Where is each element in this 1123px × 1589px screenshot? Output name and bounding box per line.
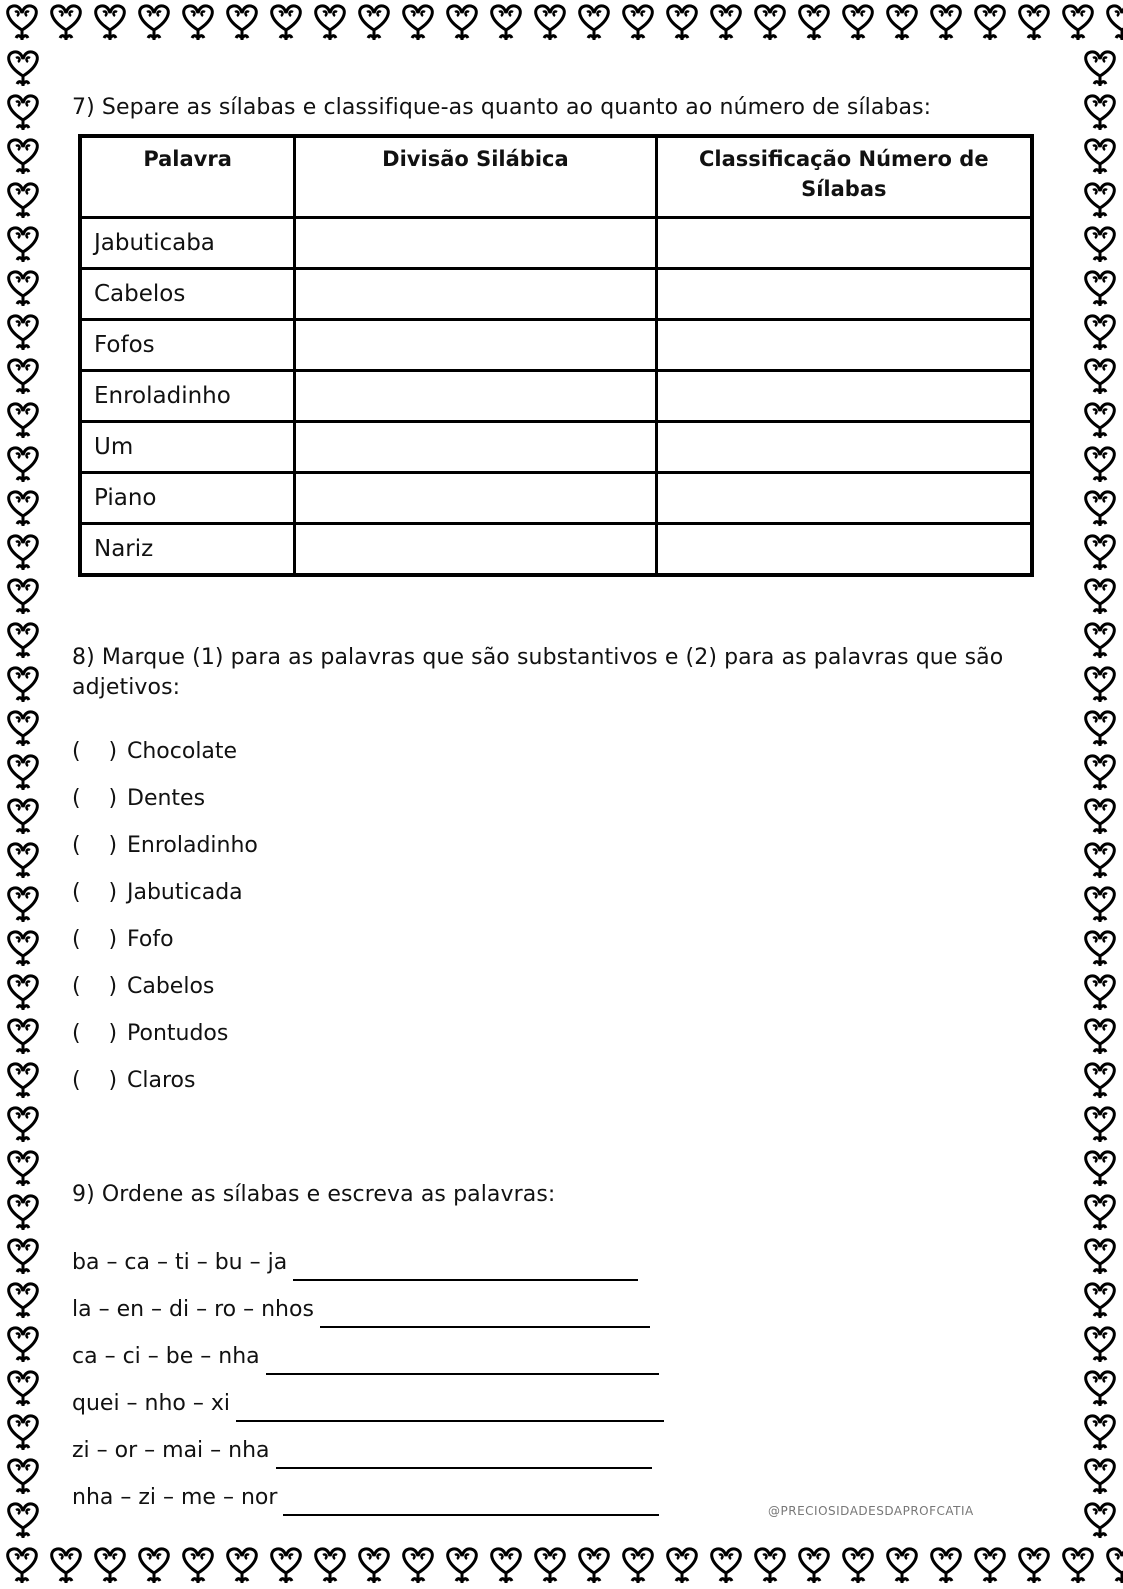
syllable-count-cell[interactable] <box>656 320 1032 371</box>
word-cell: Piano <box>80 473 295 524</box>
answer-parentheses[interactable]: ( ) <box>72 1021 118 1046</box>
option-word: Dentes <box>127 786 206 811</box>
syllable-division-cell[interactable] <box>295 269 656 320</box>
option-word: Claros <box>127 1068 196 1093</box>
header-palavra: Palavra <box>80 136 295 218</box>
question-7-title: 7) Separe as sílabas e classifique-as quanto ao quanto ao número de sílabas: <box>72 95 932 120</box>
list-item <box>72 1328 664 1375</box>
table-row <box>80 218 1032 269</box>
question-9-title: 9) Ordene as sílabas e escreva as palavras: <box>72 1182 556 1207</box>
syllable-division-cell[interactable] <box>295 320 656 371</box>
syllable-order-list <box>72 1234 664 1516</box>
answer-parentheses[interactable]: ( ) <box>72 833 118 858</box>
header-classificacao: Classificação Número de Sílabas <box>656 136 1032 218</box>
scrambled-syllables: zi – or – mai – nha <box>72 1438 270 1463</box>
list-item <box>72 732 258 779</box>
list-item <box>72 826 258 873</box>
syllable-count-cell[interactable] <box>656 218 1032 269</box>
list-item <box>72 779 258 826</box>
syllable-division-cell[interactable] <box>295 371 656 422</box>
scrambled-syllables: ba – ca – ti – bu – ja <box>72 1250 288 1275</box>
table-header-row <box>80 136 1032 218</box>
list-item <box>72 1281 664 1328</box>
list-item <box>72 1234 664 1281</box>
table-row <box>80 320 1032 371</box>
syllable-division-cell[interactable] <box>295 473 656 524</box>
syllable-count-cell[interactable] <box>656 473 1032 524</box>
answer-line[interactable] <box>266 1345 659 1375</box>
table-row <box>80 269 1032 320</box>
scrambled-syllables: ca – ci – be – nha <box>72 1344 260 1369</box>
answer-parentheses[interactable]: ( ) <box>72 786 118 811</box>
answer-parentheses[interactable]: ( ) <box>72 927 118 952</box>
border-bottom <box>0 1543 1123 1589</box>
word-cell: Enroladinho <box>80 371 295 422</box>
answer-line[interactable] <box>236 1392 664 1422</box>
heart-border-top-icon <box>0 0 1123 46</box>
syllable-count-cell[interactable] <box>656 422 1032 473</box>
table-row <box>80 524 1032 576</box>
list-item <box>72 1375 664 1422</box>
list-item <box>72 873 258 920</box>
list-item <box>72 1469 664 1516</box>
answer-parentheses[interactable]: ( ) <box>72 1068 118 1093</box>
border-left <box>0 46 46 1543</box>
list-item <box>72 1061 258 1108</box>
option-word: Fofo <box>127 927 174 952</box>
syllable-division-cell[interactable] <box>295 218 656 269</box>
answer-line[interactable] <box>320 1298 650 1328</box>
syllable-division-cell[interactable] <box>295 422 656 473</box>
option-word: Cabelos <box>127 974 215 999</box>
list-item <box>72 1014 258 1061</box>
word-cell: Cabelos <box>80 269 295 320</box>
word-cell: Fofos <box>80 320 295 371</box>
word-cell: Um <box>80 422 295 473</box>
border-right <box>1077 46 1123 1543</box>
table-row <box>80 473 1032 524</box>
border-top <box>0 0 1123 46</box>
option-word: Chocolate <box>127 739 238 764</box>
heart-border-left-icon <box>0 46 46 1543</box>
syllable-division-cell[interactable] <box>295 524 656 576</box>
answer-line[interactable] <box>276 1439 652 1469</box>
answer-line[interactable] <box>293 1251 638 1281</box>
watermark: @PRECIOSIDADESDAPROFCATIA <box>768 1504 974 1518</box>
syllable-count-cell[interactable] <box>656 371 1032 422</box>
scrambled-syllables: la – en – di – ro – nhos <box>72 1297 314 1322</box>
table-row <box>80 371 1032 422</box>
list-item <box>72 967 258 1014</box>
answer-parentheses[interactable]: ( ) <box>72 880 118 905</box>
option-word: Pontudos <box>127 1021 229 1046</box>
heart-border-bottom-icon <box>0 1543 1123 1589</box>
header-divisao-silabica: Divisão Silábica <box>295 136 656 218</box>
answer-line[interactable] <box>283 1486 659 1516</box>
word-cell: Jabuticaba <box>80 218 295 269</box>
option-word: Jabuticada <box>127 880 243 905</box>
syllable-table <box>78 134 1034 577</box>
classification-options <box>72 732 258 1108</box>
scrambled-syllables: quei – nho – xi <box>72 1391 231 1416</box>
option-word: Enroladinho <box>127 833 258 858</box>
syllable-count-cell[interactable] <box>656 524 1032 576</box>
answer-parentheses[interactable]: ( ) <box>72 739 118 764</box>
list-item <box>72 1422 664 1469</box>
answer-parentheses[interactable]: ( ) <box>72 974 118 999</box>
word-cell: Nariz <box>80 524 295 576</box>
list-item <box>72 920 258 967</box>
scrambled-syllables: nha – zi – me – nor <box>72 1485 278 1510</box>
syllable-count-cell[interactable] <box>656 269 1032 320</box>
heart-border-right-icon <box>1077 46 1123 1543</box>
table-row <box>80 422 1032 473</box>
question-8-title: 8) Marque (1) para as palavras que são substantivos e (2) para as palavras que são adjetivos: <box>72 645 1004 700</box>
